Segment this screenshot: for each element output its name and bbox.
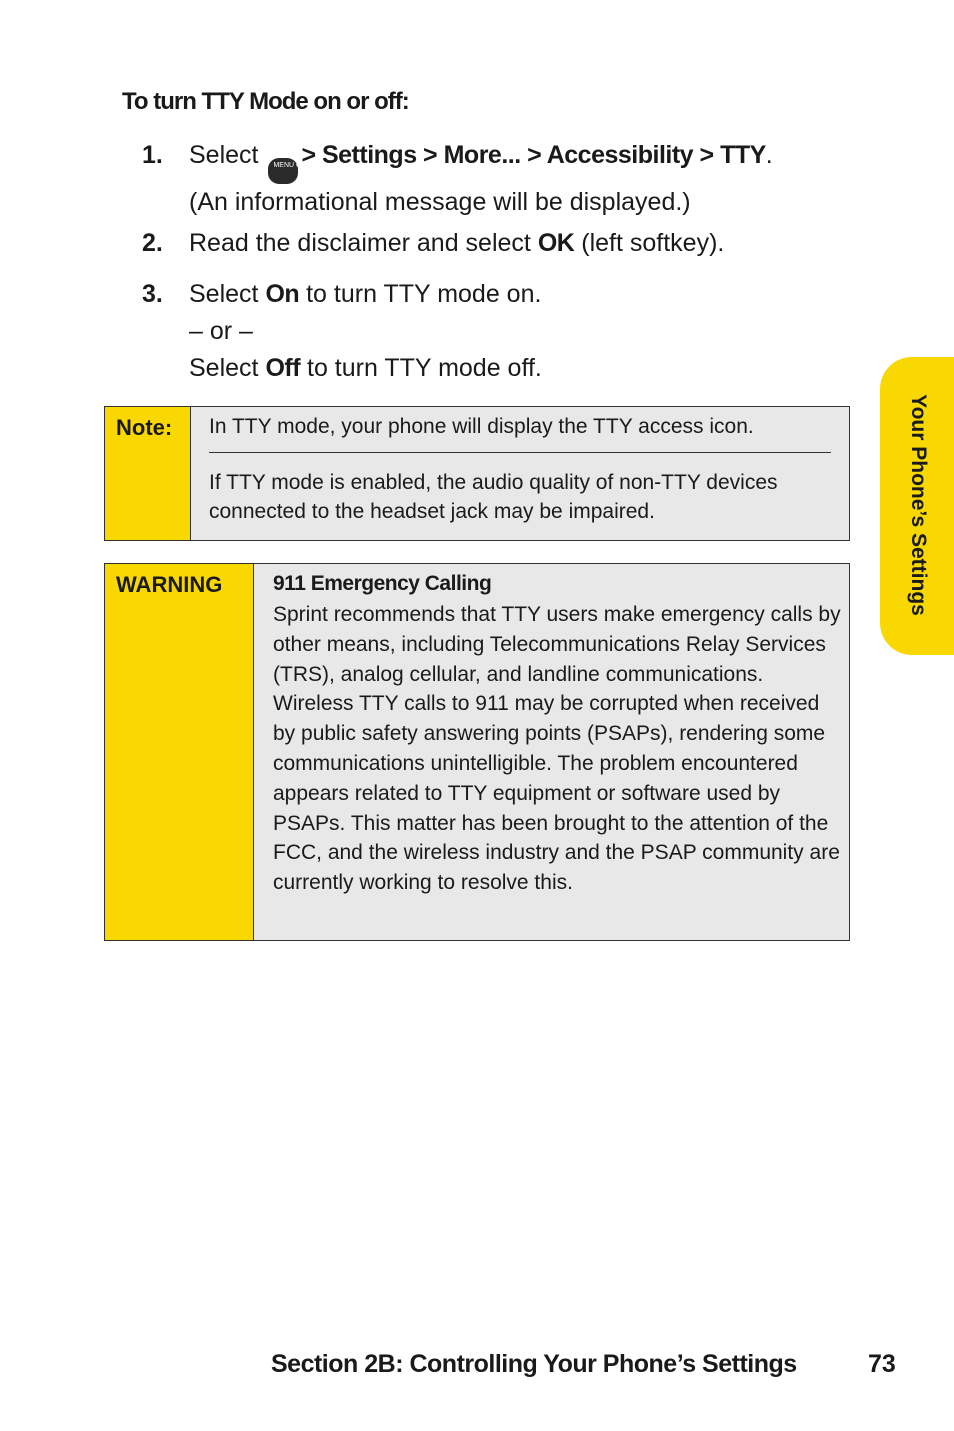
menu-ok-key-icon: MENU OK [268,158,298,184]
footer-section-title: Section 2B: Controlling Your Phone’s Settings [271,1350,797,1378]
note-text-1: In TTY mode, your phone will display the TTY access icon. [209,415,754,438]
note-text-2: If TTY mode is enabled, the audio quality of non-TTY devices connected to the headset jack may be impaired. [209,471,778,523]
step-suffix: to turn TTY mode on. [306,280,542,308]
note-box [104,406,850,541]
section-side-tab [880,357,954,655]
step-note: (An informational message will be displayed.) [189,188,691,216]
page-number: 73 [868,1350,896,1378]
warning-label: WARNING [105,564,254,940]
step-suffix: . [765,141,773,169]
procedure-heading: To turn TTY Mode on or off: [122,88,409,115]
step-suffix-alt: to turn TTY mode off. [307,354,542,382]
step-number: 2. [142,229,163,257]
warning-title: 911 Emergency Calling [273,572,492,595]
note-divider [209,452,831,453]
step-text: Select [189,141,259,169]
menu-path: > Settings > More... > Accessibility > TTY [301,141,766,169]
warning-body: Sprint recommends that TTY users make emergency calls by other means, including Telecommunications Relay Services (TRS), analog cellular, and landline communications. Wireless TTY calls to 911 may be corrupted when received by public safety answering points (PSAPs), rendering some communications unintelligible. The problem encountered appears related to TTY equipment or software used by PSAPs. This matter has been brought to the attention of the FCC, and the wireless industry and the PSAP community are currently working to resolve this. [273,603,841,895]
note-label: Note: [105,407,191,540]
step-text: Select [189,280,259,308]
step-suffix: (left softkey). [581,229,725,257]
option-off: Off [265,354,301,382]
softkey-label: OK [537,229,575,257]
side-tab-label: Your Phone’s Settings [907,394,930,616]
step-text-alt: Select [189,354,259,382]
step-text: Read the disclaimer and select [189,229,531,257]
option-on: On [265,280,300,308]
step-number: 1. [142,141,163,169]
warning-box [104,563,850,941]
or-separator: – or – [189,317,253,345]
step-number: 3. [142,280,163,308]
